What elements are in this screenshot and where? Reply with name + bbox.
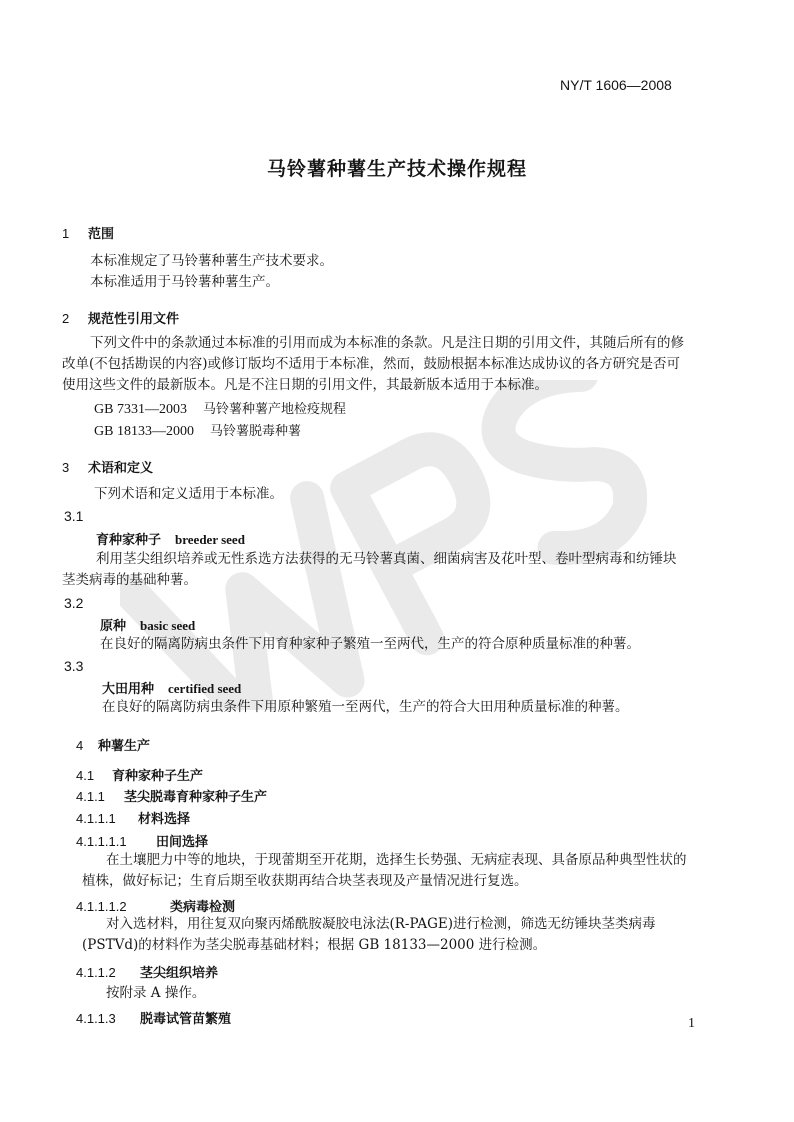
- paragraph: 下列术语和定义适用于本标准。: [94, 486, 283, 502]
- subsection-title: 田间选择: [156, 835, 209, 850]
- subsection-heading: [76, 808, 190, 827]
- subsection-title: 育种家种子生产: [112, 769, 204, 784]
- subsection-heading: [76, 786, 267, 805]
- subsection-heading: [76, 831, 208, 850]
- section-title: 范围: [88, 227, 115, 242]
- reference-item: [94, 420, 301, 440]
- section-number: 1: [62, 226, 70, 241]
- term-heading: [96, 529, 245, 548]
- term-number: 3.2: [64, 595, 84, 611]
- section-title: 规范性引用文件: [88, 312, 180, 327]
- term-heading: [100, 615, 195, 634]
- term-definition: 在良好的隔离防病虫条件下用原种繁殖一至两代，生产的符合大田用种质量标准的种薯。: [102, 699, 629, 715]
- reference-title: 马铃薯脱毒种薯: [209, 424, 301, 439]
- paragraph: 按附录 A 操作。: [106, 985, 206, 1001]
- subsection-number: 4.1.1.3: [76, 1011, 116, 1026]
- term-english: breeder seed: [175, 532, 245, 547]
- reference-item: [94, 398, 346, 418]
- paragraph: 在土壤肥力中等的地块，于现蕾期至开花期，选择生长势强、无病症表现、具备原品种典型性状的植株，做好标记；生育后期至收获期再结合块茎表现及产量情况进行复选。: [82, 852, 687, 889]
- reference-code: GB 18133—2000: [94, 424, 194, 439]
- subsection-title: 茎尖组织培养: [140, 966, 219, 981]
- paragraph: 本标准适用于马铃薯种薯生产。: [90, 274, 279, 290]
- section-number: 2: [62, 311, 70, 326]
- term-definition: 在良好的隔离防病虫条件下用育种家种子繁殖一至两代，生产的符合原种质量标准的种薯。: [100, 636, 640, 652]
- subsection-heading: [76, 1008, 231, 1027]
- subsection-number: 4.1: [76, 768, 95, 783]
- subsection-title: 茎尖脱毒育种家种子生产: [124, 790, 268, 805]
- section-title: 术语和定义: [88, 461, 154, 476]
- term-chinese: 育种家种子: [96, 533, 162, 548]
- subsection-number: 4.1.1.2: [76, 965, 116, 980]
- section-number: 4: [76, 738, 84, 753]
- document-title: 马铃薯种薯生产技术操作规程: [266, 158, 527, 180]
- paragraph: 下列文件中的条款通过本标准的引用而成为本标准的条款。凡是注日期的引用文件，其随后所有的修改单(不包括勘误的内容)或修订版均不适用于本标准，然而，鼓励根据本标准达成协议的各方研究是否可使用这些文件的最新版本。凡是不注日期的引用文件，其最新版本适用于本标准。: [62, 335, 684, 393]
- term-definition: 利用茎尖组织培养或无性系选方法获得的无马铃薯真菌、细菌病害及花叶型、卷叶型病毒和纺锤块茎类病毒的基础种薯。: [62, 551, 677, 588]
- section-4-heading: [76, 735, 150, 754]
- section-2-heading: [62, 308, 179, 327]
- section-1-heading: [62, 223, 114, 242]
- term-number: 3.1: [64, 508, 84, 524]
- subsection-heading: [76, 765, 203, 784]
- section-title: 种薯生产: [98, 739, 151, 754]
- reference-code: GB 7331—2003: [94, 402, 187, 417]
- paragraph: 对入选材料，用往复双向聚丙烯酰胺凝胶电泳法(R-PAGE)进行检测，筛选无纺锤块茎类病毒(PSTVd)的材料作为茎尖脱毒基础材料；根据 GB 18133—2000 进行检测。: [82, 916, 656, 953]
- subsection-number: 4.1.1.1: [76, 811, 116, 826]
- term-chinese: 原种: [100, 619, 127, 634]
- reference-title: 马铃薯种薯产地检疫规程: [202, 402, 346, 417]
- term-chinese: 大田用种: [102, 682, 155, 697]
- page-number: 1: [688, 1016, 695, 1031]
- term-number: 3.3: [64, 658, 84, 674]
- term-english: certified seed: [168, 681, 242, 696]
- subsection-number: 4.1.1.1.2: [76, 899, 127, 914]
- subsection-title: 类病毒检测: [170, 900, 236, 915]
- subsection-heading: [76, 962, 218, 981]
- subsection-number: 4.1.1: [76, 789, 105, 804]
- section-number: 3: [62, 460, 70, 475]
- paragraph: 本标准规定了马铃薯种薯生产技术要求。: [90, 253, 333, 269]
- term-heading: [102, 678, 241, 697]
- subsection-title: 材料选择: [138, 812, 191, 827]
- term-english: basic seed: [140, 618, 196, 633]
- subsection-heading: [76, 896, 235, 915]
- subsection-title: 脱毒试管苗繁殖: [140, 1012, 232, 1027]
- section-3-heading: [62, 457, 153, 476]
- standard-number: NY/T 1606—2008: [560, 77, 672, 93]
- subsection-number: 4.1.1.1.1: [76, 834, 127, 849]
